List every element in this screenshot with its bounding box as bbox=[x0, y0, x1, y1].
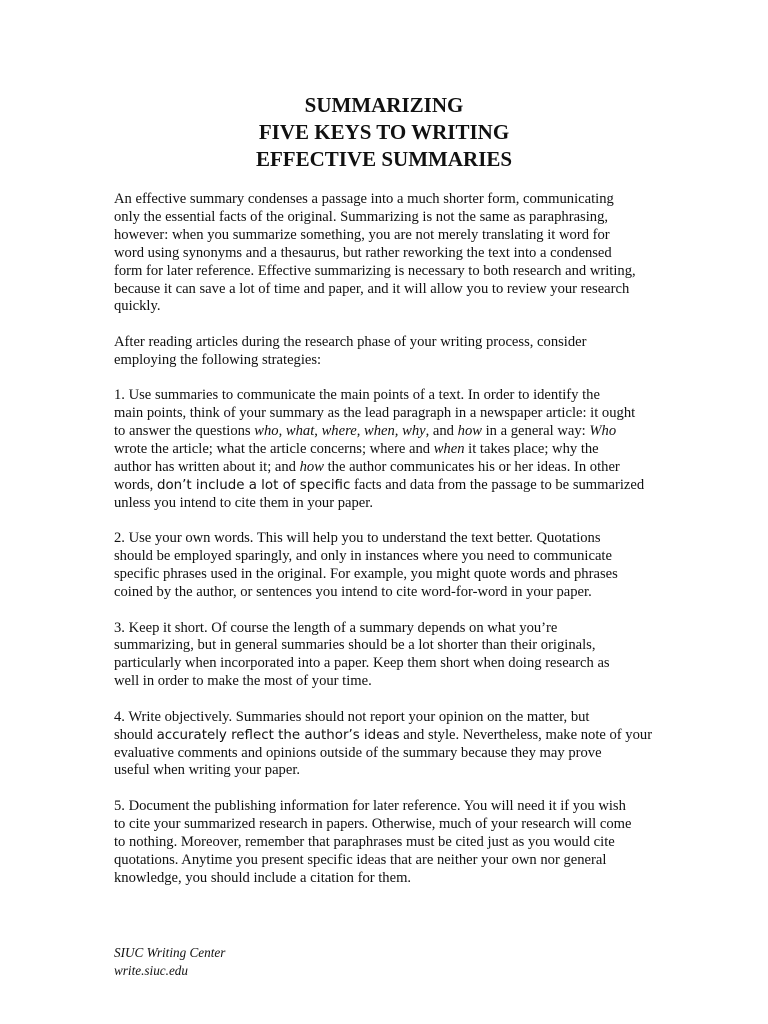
text-line: evaluative comments and opinions outside of the summary because they may prove bbox=[114, 744, 602, 761]
text-run: it takes place; why the bbox=[464, 441, 599, 458]
text-run: , and bbox=[425, 423, 458, 440]
text-line: 4. Write objectively. Summaries should not report your opinion on the matter, but bbox=[114, 708, 590, 725]
emphasis-when-why: when, why bbox=[363, 423, 426, 440]
text-line: however: when you summarize something, you are not merely translating it word for bbox=[114, 226, 610, 243]
intro-paragraph bbox=[114, 191, 659, 316]
sans-text-run: don’t include a lot of specific bbox=[156, 477, 351, 493]
text-line: unless you intend to cite them in your paper. bbox=[114, 494, 373, 511]
emphasis-who-capital: Who bbox=[589, 423, 617, 440]
text-line: useful when writing your paper. bbox=[114, 762, 301, 779]
sans-text-run: accurately reflect the author’s ideas bbox=[156, 727, 400, 743]
text-line: well in order to make the most of your time. bbox=[114, 673, 372, 690]
emphasis-how: how bbox=[457, 423, 482, 440]
text-run: should bbox=[114, 726, 157, 743]
text-line: because it can save a lot of time and paper, and it will allow you to review your research bbox=[114, 280, 630, 297]
text-line: should be employed sparingly, and only in instances where you need to communicate bbox=[114, 548, 612, 565]
text-line: particularly when incorporated into a paper. Keep them short when doing research as bbox=[114, 655, 610, 672]
text-run: the author communicates his or her ideas. In other bbox=[323, 458, 620, 475]
text-line: main points, think of your summary as the lead paragraph in a newspaper article: it ought bbox=[114, 405, 636, 422]
text-line: to cite your summarized research in papers. Otherwise, much of your research will come bbox=[114, 815, 632, 832]
emphasis-how: how bbox=[299, 458, 324, 475]
text-run: to answer the questions bbox=[114, 423, 255, 440]
text-line bbox=[114, 423, 659, 441]
text-run: , bbox=[278, 423, 286, 440]
key-5-paragraph bbox=[114, 798, 659, 888]
text-line: 3. Keep it short. Of course the length of a summary depends on what you’re bbox=[114, 619, 558, 636]
text-run: , bbox=[356, 423, 364, 440]
text-line: summarizing, but in general summaries should be a lot shorter than their originals, bbox=[114, 637, 596, 654]
text-line: After reading articles during the research phase of your writing process, consider bbox=[114, 333, 587, 350]
text-line: quotations. Anytime you present specific ideas that are neither your own nor general bbox=[114, 851, 607, 868]
title-line-3: EFFECTIVE SUMMARIES bbox=[255, 147, 513, 171]
text-line: employing the following strategies: bbox=[114, 351, 322, 368]
text-run: facts and data from the passage to be summarized bbox=[350, 476, 645, 493]
emphasis-when: when bbox=[433, 441, 465, 458]
text-line: 1. Use summaries to communicate the main points of a text. In order to identify the bbox=[114, 387, 600, 404]
text-line: specific phrases used in the original. For example, you might quote words and phrases bbox=[114, 566, 618, 583]
key-2-paragraph bbox=[114, 530, 659, 602]
text-line: word using synonyms and a thesaurus, but rather reworking the text into a condensed bbox=[114, 244, 612, 261]
key-3-paragraph bbox=[114, 620, 659, 692]
emphasis-who: who bbox=[254, 423, 279, 440]
text-line bbox=[114, 477, 659, 495]
text-line: quickly. bbox=[114, 298, 161, 315]
text-run: wrote the article; what the article concerns; where and bbox=[114, 441, 434, 458]
text-line: knowledge, you should include a citation for them. bbox=[114, 869, 412, 886]
text-run: words, bbox=[114, 476, 157, 493]
text-line: coined by the author, or sentences you intend to cite word-for-word in your paper. bbox=[114, 584, 592, 600]
text-line bbox=[114, 441, 659, 459]
text-line: 2. Use your own words. This will help you to understand the text better. Quotations bbox=[114, 530, 601, 547]
title-line-2: FIVE KEYS TO WRITING bbox=[258, 120, 510, 144]
text-run: in a general way: bbox=[481, 423, 590, 440]
page-footer bbox=[114, 944, 225, 980]
lead-paragraph bbox=[114, 334, 659, 370]
text-run: , bbox=[314, 423, 322, 440]
key-1-paragraph bbox=[114, 387, 659, 512]
text-line bbox=[114, 727, 659, 745]
footer-website: write.siuc.edu bbox=[114, 963, 188, 978]
document-body bbox=[114, 191, 659, 905]
emphasis-what: what bbox=[285, 423, 315, 440]
footer-organization: SIUC Writing Center bbox=[114, 945, 226, 960]
text-line: 5. Document the publishing information for later reference. You will need it if you wish bbox=[114, 797, 626, 814]
document-title bbox=[0, 92, 768, 173]
text-line: An effective summary condenses a passage into a much shorter form, communicating bbox=[114, 191, 614, 207]
emphasis-where: where bbox=[321, 423, 357, 440]
text-run: and style. Nevertheless, make note of your bbox=[399, 726, 653, 743]
key-4-paragraph bbox=[114, 709, 659, 781]
text-line bbox=[114, 459, 659, 477]
text-run: author has written about it; and bbox=[114, 458, 300, 475]
text-line: only the essential facts of the original. Summarizing is not the same as paraphrasing, bbox=[114, 208, 609, 225]
text-line: to nothing. Moreover, remember that paraphrases must be cited just as you would cite bbox=[114, 833, 615, 850]
title-line-1: SUMMARIZING bbox=[304, 93, 464, 117]
text-line: form for later reference. Effective summarizing is necessary to both research and writing, bbox=[114, 262, 636, 279]
